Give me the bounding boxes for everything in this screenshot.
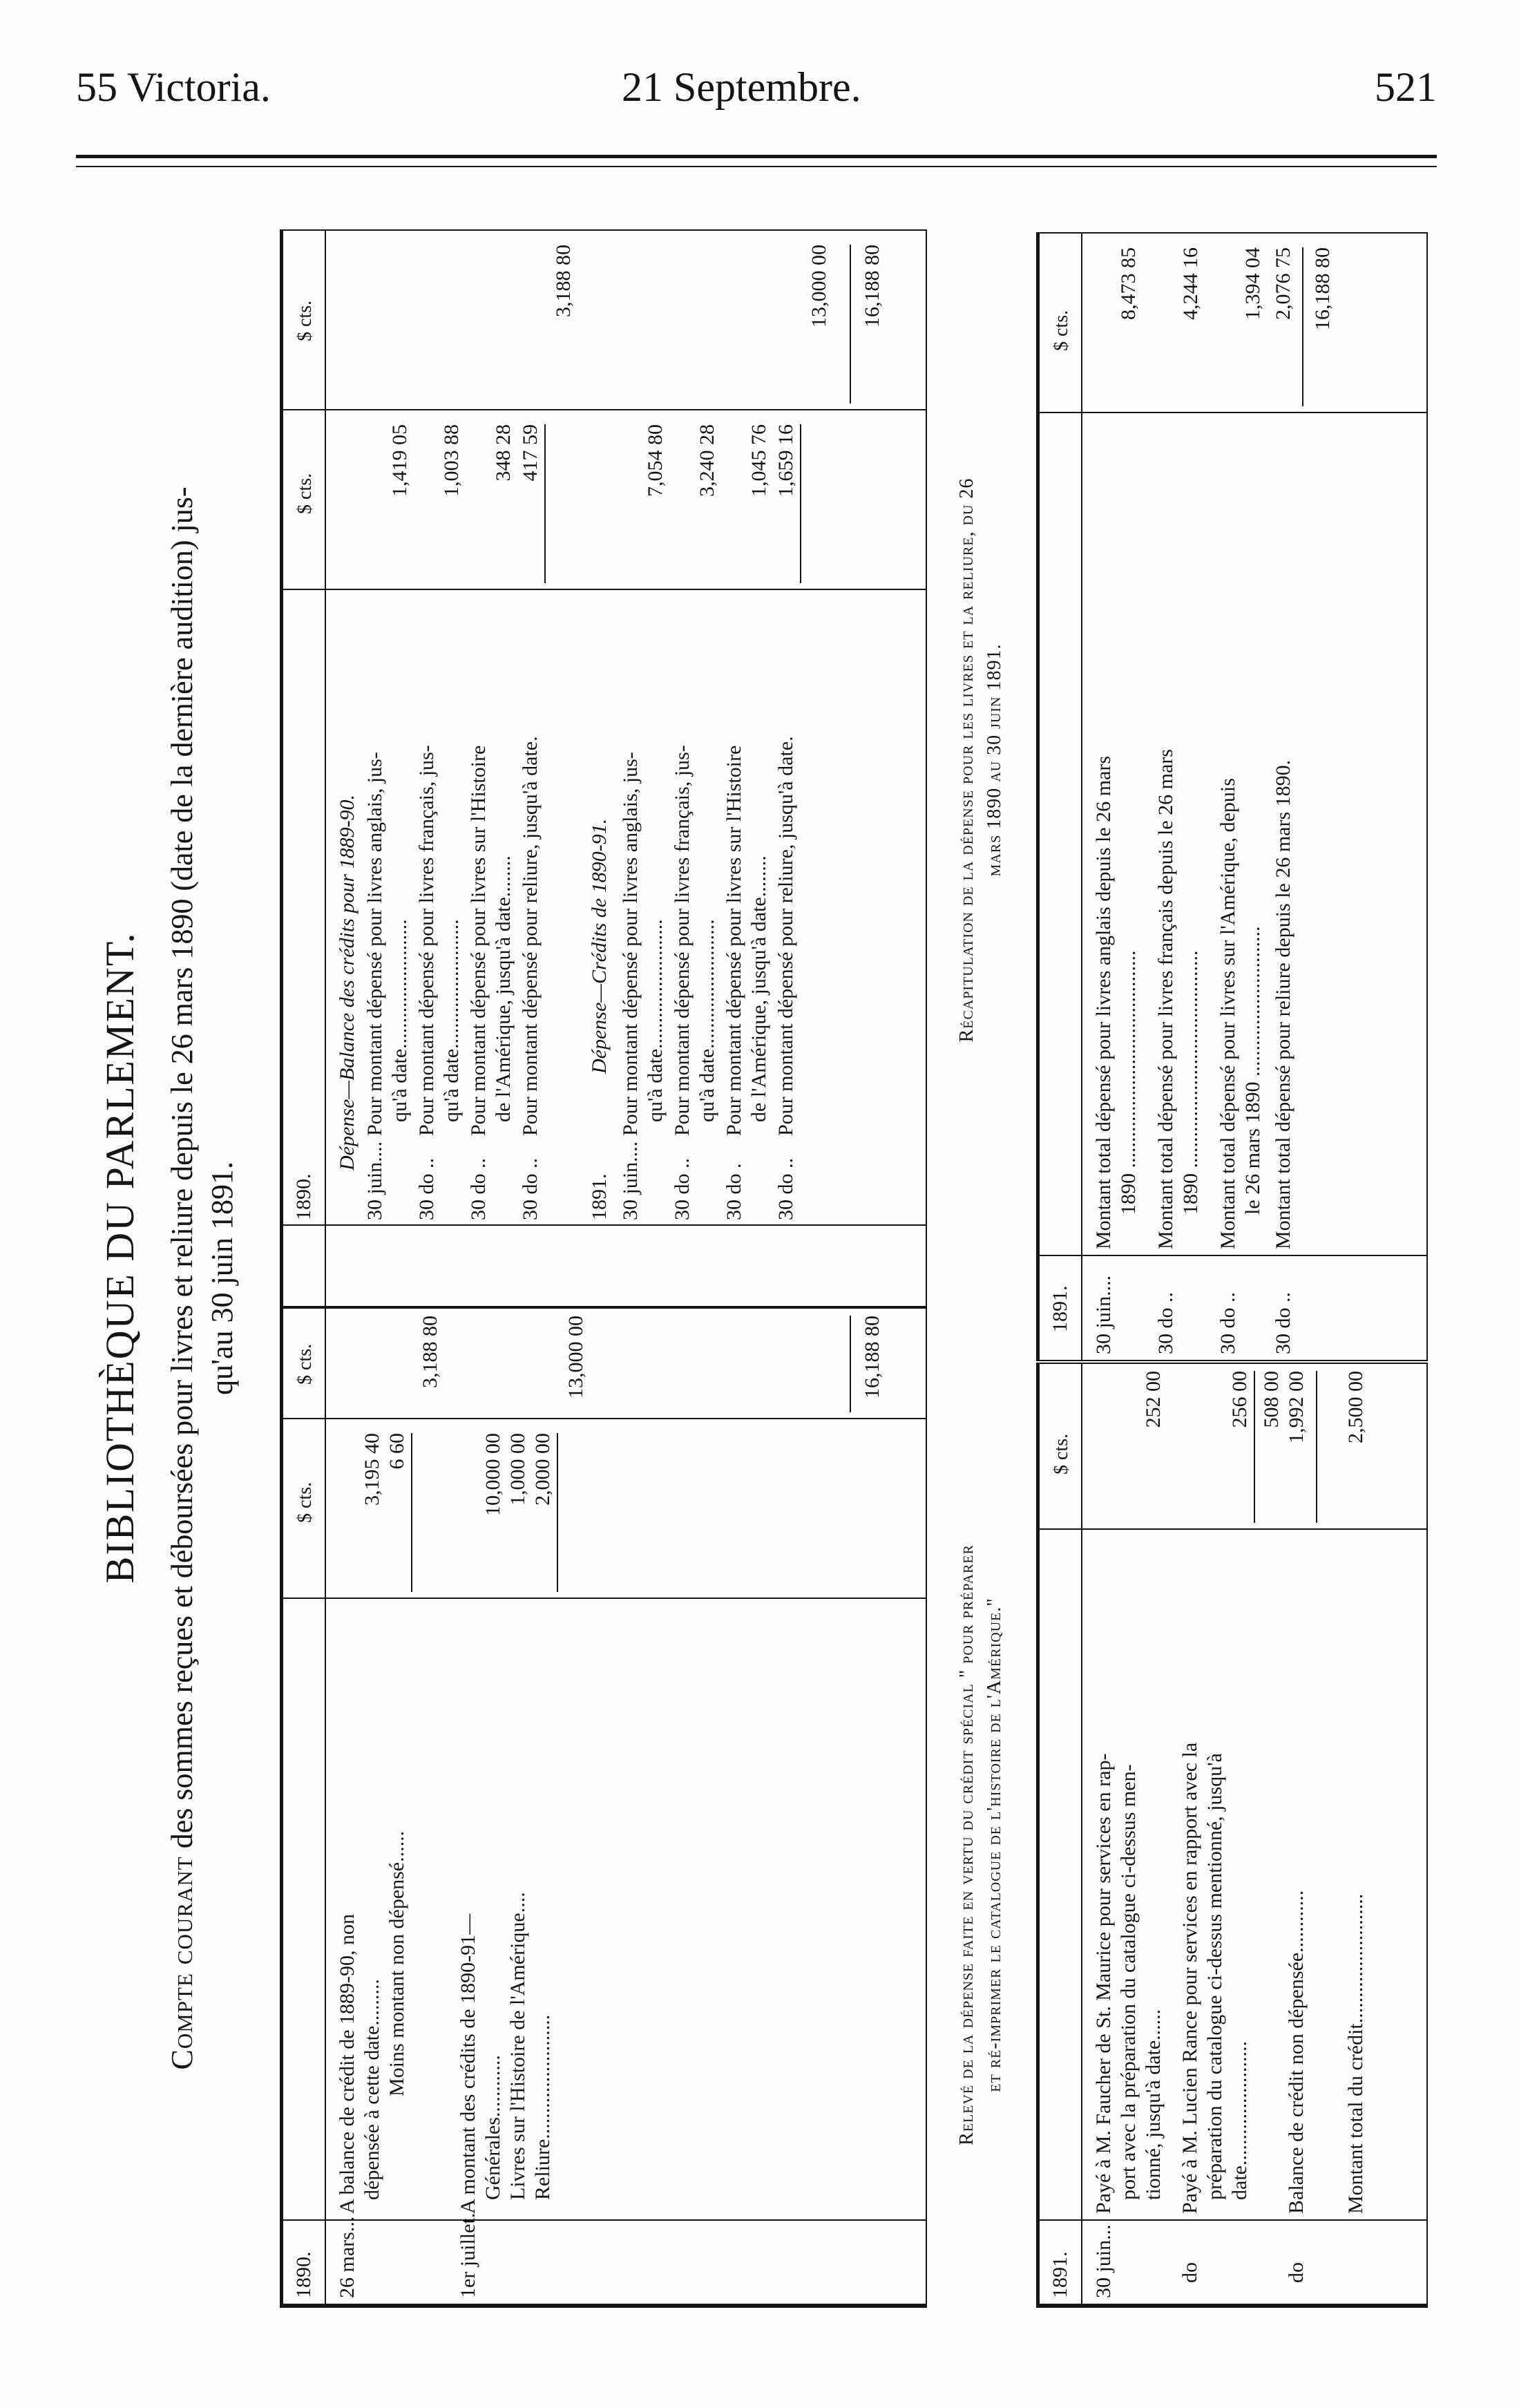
amount: 1,000 00 [506, 1433, 529, 1506]
money-header: $ cts. [1051, 310, 1072, 351]
desc-line: de l'Amérique, jusqu'à date........ [747, 855, 770, 1122]
desc-line: Moins montant non dépensé...... [385, 1830, 408, 2096]
recap-title-line: Récapitulation de la dépense pour les livres et la reliure, du 26 [956, 477, 977, 1043]
money-header: $ cts. [294, 1481, 316, 1523]
money-header: $ cts. [294, 473, 316, 514]
amount: 3,195 40 [361, 1433, 383, 1506]
amount: 2,076 75 [1272, 247, 1295, 320]
desc-line: qu'à date......................... [440, 919, 463, 1122]
year-1891: 1891. [1049, 2251, 1071, 2298]
header-rule [76, 155, 1437, 158]
desc-line: qu'à date......................... [644, 919, 667, 1122]
year-1891: 1891. [588, 1173, 611, 1220]
money-header: $ cts. [294, 300, 316, 341]
releve-title-line: Relevé de la dépense faite en vertu du crédit spécial " pour préparer [956, 1544, 977, 2145]
amount-subtotal: 508 00 [1260, 1371, 1283, 1428]
amount: 6 60 [385, 1433, 408, 1470]
date-cell: 1er juillet. [457, 2212, 479, 2298]
session-label: 55 Victoria. [76, 64, 271, 110]
balance-label: Balance de crédit non dépensée............ [1285, 1890, 1308, 2214]
page-header [76, 64, 1437, 126]
desc-line: Pour montant dépensé pour livres français, jus- [415, 745, 438, 1136]
desc-line: Payé à M. Lucien Rance pour services en rapport avec la [1178, 1742, 1201, 2214]
releve-table [1036, 1363, 1428, 2308]
desc-line: Pour montant dépensé pour reliure, jusqu'à date. [774, 736, 797, 1136]
desc-line: qu'à date......................... [388, 919, 411, 1122]
desc-line: Pour montant dépensé pour livres anglais, jus- [619, 752, 642, 1136]
compte-lead: Compte courant [165, 1856, 199, 2070]
amount: 10,000 00 [481, 1433, 504, 1516]
grand-total: 2,500 00 [1344, 1371, 1367, 1443]
year-1890: 1890. [292, 2251, 315, 2298]
desc-line: Livres sur l'Histoire de l'Amérique.... [506, 1892, 529, 2200]
compte-line1: des sommes reçues et déboursées pour livres et reliure depuis le 26 mars 1890 (date de la dernière audition) jus- [165, 486, 199, 1857]
amount: 1,419 05 [388, 424, 411, 497]
amount: 256 00 [1228, 1371, 1251, 1428]
releve-title-line: et ré-imprimer le catalogue de l'histoire de l'Amérique." [984, 1598, 1005, 2092]
account-table [280, 229, 927, 2308]
desc-line: de l'Amérique, jusqu'à date........ [492, 855, 515, 1122]
amount: 1,394 04 [1241, 247, 1264, 320]
desc-line: Montant total dépensé pour livres sur l'Amérique, depuis [1216, 778, 1239, 1249]
date-cell: do [1285, 2262, 1308, 2283]
desc-line: tionné, jusqu'à date...... [1142, 2009, 1165, 2200]
amount-total: 3,188 80 [552, 245, 575, 317]
date-cell: 30 do .. [774, 1158, 797, 1220]
money-header: $ cts. [1051, 1433, 1072, 1475]
desc-line: A balance de crédit de 1889-90, non [336, 1913, 359, 2214]
releve-heading [953, 1396, 1009, 2294]
date-cell: 30 do .. [415, 1158, 438, 1220]
desc-line: Reliure........................ [531, 2014, 554, 2200]
rotated-content [97, 180, 1437, 2335]
date-cell: 30 do .. [1272, 1292, 1295, 1354]
date-cell: do [1178, 2262, 1201, 2283]
header-rule-thin [76, 166, 1437, 167]
desc-line: dépensée à cette date......... [361, 1979, 383, 2200]
desc-line: Pour montant dépensé pour livres sur l'Histoire [723, 745, 745, 1136]
desc-line: Pour montant dépensé pour livres français, jus- [671, 745, 694, 1136]
desc-line: port avec la préparation du catalogue ci-dessus men- [1117, 1764, 1140, 2200]
money-header: $ cts. [294, 1343, 316, 1385]
desc-line: 1890 .......................................... [1179, 950, 1202, 1215]
compte-line2: qu'au 30 juin 1891. [205, 1162, 239, 1395]
desc-line: Générales............ [481, 2055, 504, 2200]
total-label: Montant total du crédit......................... [1344, 1893, 1367, 2214]
year-1890: 1890. [292, 1173, 315, 1220]
amount: 3,240 28 [696, 424, 718, 497]
date-cell: 30 do .. [1216, 1292, 1239, 1354]
date-cell: 30 do . [723, 1163, 745, 1220]
desc-line: Pour montant dépensé pour livres sur l'Histoire [467, 745, 490, 1136]
compte-heading [162, 276, 242, 2280]
desc-line: 1890 .......................................... [1117, 950, 1140, 1215]
amount: 417 59 [519, 424, 542, 482]
amount: 1,659 16 [774, 424, 797, 497]
desc-line: qu'à date......................... [696, 919, 718, 1122]
year-1891: 1891. [1049, 1285, 1071, 1332]
desc-line: Pour montant dépensé pour livres anglais, jus- [363, 752, 386, 1136]
recapitulation-heading [953, 263, 1009, 1258]
date-cell: 30 juin.... [619, 1141, 642, 1220]
amount: 2,000 00 [531, 1433, 554, 1506]
date-cell: 30 do .. [1154, 1292, 1177, 1354]
amount: 8,473 85 [1117, 247, 1140, 320]
amount: 1,992 00 [1285, 1371, 1308, 1443]
section-heading: Dépense—Balance des crédits pour 1889-90. [336, 794, 359, 1170]
desc-line: le 26 mars 1890 ............................. [1241, 926, 1264, 1215]
amount: 348 28 [492, 424, 515, 482]
amount: 1,045 76 [747, 424, 770, 497]
amount-total: 13,000 00 [808, 245, 830, 328]
section-heading: Dépense—Crédits de 1890-91. [588, 818, 611, 1074]
desc-line: date........................ [1228, 2041, 1251, 2200]
amount-total: 13,000 00 [564, 1316, 587, 1399]
date-cell: 30 do .. [519, 1158, 542, 1220]
desc-line: Montant total dépensé pour livres français depuis le 26 mars [1154, 749, 1177, 1249]
amount: 4,244 16 [1179, 247, 1202, 320]
desc-line: Pour montant dépensé pour reliure, jusqu'à date. [519, 736, 542, 1136]
date-cell: 30 juin.... [1092, 1275, 1115, 1354]
desc-line: préparation du catalogue ci-dessus mentionné, jusqu'à [1203, 1753, 1226, 2200]
grand-total: 16,188 80 [1311, 247, 1334, 330]
date-cell: 30 do .. [467, 1158, 490, 1220]
date-cell: 26 mars... [336, 2216, 359, 2298]
date-label: 21 Septembre. [622, 64, 861, 110]
amount: 252 00 [1142, 1371, 1165, 1428]
grand-total: 16,188 80 [861, 245, 883, 328]
recapitulation-table [1036, 232, 1428, 1361]
date-cell: 30 juin... [1092, 2224, 1115, 2298]
desc-line: Montant total dépensé pour livres anglais depuis le 26 mars [1092, 755, 1115, 1249]
recap-title-line: mars 1890 au 30 juin 1891. [984, 643, 1005, 877]
desc-line: Payé à M. Faucher de St. Maurice pour services en rap- [1092, 1753, 1115, 2214]
date-cell: 30 do .. [671, 1158, 694, 1220]
page-title: BIBLIOTHÈQUE DU PARLEMENT. [97, 931, 142, 1584]
amount: 1,003 88 [440, 424, 463, 497]
grand-total: 16,188 80 [861, 1316, 883, 1399]
page-number: 521 [1375, 64, 1437, 110]
desc-line: Montant total dépensé pour reliure depuis le 26 mars 1890. [1272, 759, 1295, 1249]
amount: 7,054 80 [644, 424, 667, 497]
date-cell: 30 juin.... [363, 1141, 386, 1220]
desc-line: A montant des crédits de 1890-91— [457, 1913, 479, 2214]
amount-total: 3,188 80 [419, 1316, 441, 1388]
